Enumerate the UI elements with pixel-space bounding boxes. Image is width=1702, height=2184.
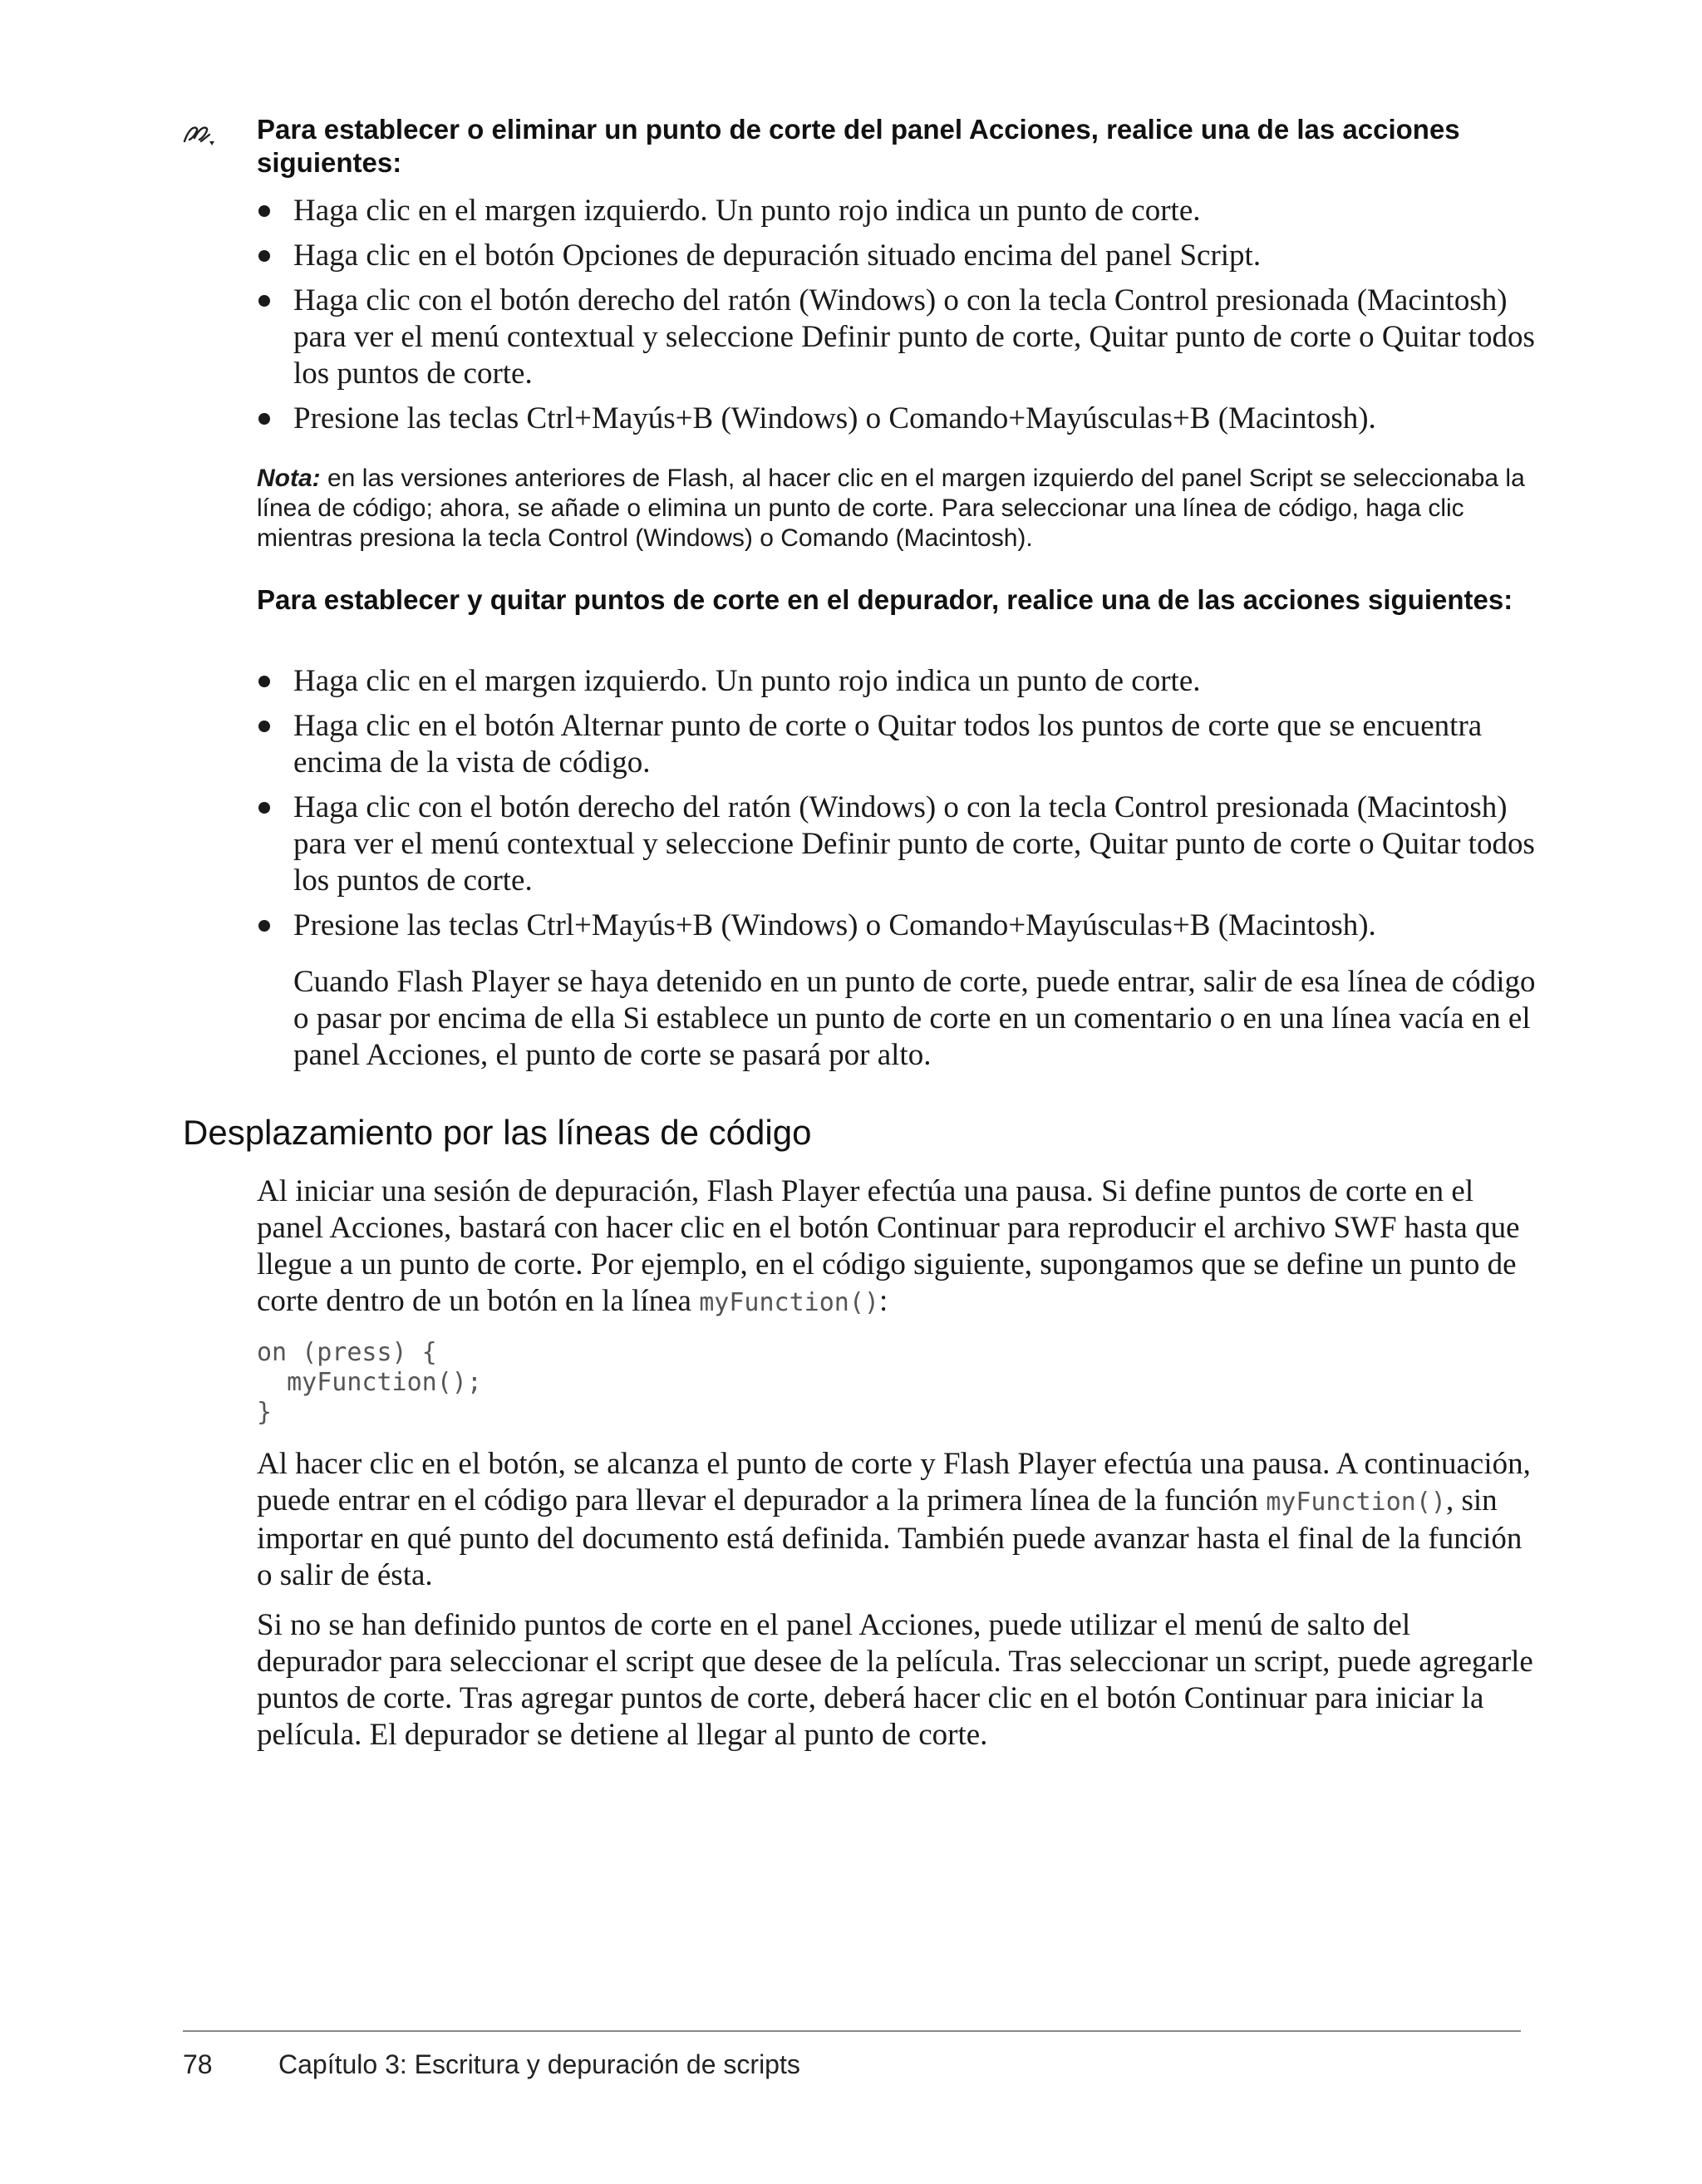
list-item: Presione las teclas Ctrl+Mayús+B (Windows) o Comando+Mayúsculas+B (Macintosh). [257, 908, 1537, 944]
list-item: Haga clic en el botón Alternar punto de corte o Quitar todos los puntos de corte que se encuentra encima de la vista de código. [257, 708, 1537, 781]
note-label: Nota: [257, 465, 321, 492]
code-line: } [257, 1398, 273, 1427]
inline-code: myFunction() [699, 1288, 879, 1317]
list-item: Haga clic con el botón derecho del ratón (Windows) o con la tecla Control presionada (Macintosh) para ver el menú contextual y seleccione Definir punto de corte, Quitar punto de corte o Quitar todos los puntos de corte. [257, 789, 1537, 899]
note-text: en las versiones anteriores de Flash, al hacer clic en el margen izquierdo del panel Script se seleccionaba la línea de código; ahora, se añade o elimina un punto de corte. Para seleccionar una línea de código, haga clic mientras presiona la tecla Control (Windows) o Comando (Macintosh). [257, 465, 1525, 552]
section-heading: Desplazamiento por las líneas de código [183, 1113, 812, 1152]
page-number: 78 [183, 2049, 213, 2079]
list-item: Presione las teclas Ctrl+Mayús+B (Windows) o Comando+Mayúsculas+B (Macintosh). [257, 401, 1537, 437]
body-paragraph: Si no se han definido puntos de corte en el panel Acciones, puede utilizar el menú de salto del depurador para seleccionar el script que desee de la película. Tras seleccionar un script, puede agregarle puntos de corte. Tras agregar puntos de corte, deberá hacer clic en el botón Continuar para iniciar la película. El depurador se detiene al llegar al punto de corte. [257, 1608, 1533, 1752]
list-item: Haga clic con el botón derecho del ratón (Windows) o con la tecla Control presionada (Macintosh) para ver el menú contextual y seleccione Definir punto de corte, Quitar punto de corte o Quitar todos los puntos de corte. [257, 283, 1537, 392]
list-item: Haga clic en el margen izquierdo. Un punto rojo indica un punto de corte. [257, 193, 1537, 229]
body-paragraph: Al hacer clic en el botón, se alcanza el punto de corte y Flash Player efectúa una pausa. A continuación, puede entrar en el código para llevar el depurador a la primera línea de la función myFunction(), sin importar en qué punto del documento está definida. También puede avanzar hasta el final de la función o salir de ésta. [257, 1447, 1531, 1592]
chapter-title: Capítulo 3: Escritura y depuración de scripts [278, 2049, 800, 2079]
code-line: on (press) { [257, 1338, 437, 1367]
bullet-icon [258, 205, 270, 217]
bullet-icon [258, 802, 270, 814]
procedure-heading: Para establecer o eliminar un punto de corte del panel Acciones, realice una de las acciones siguientes: [257, 114, 1460, 178]
bullet-icon [258, 250, 270, 262]
procedure-followup-paragraph: Cuando Flash Player se haya detenido en un punto de corte, puede entrar, salir de esa línea de código o pasar por encima de ella Si establece un punto de corte en un comentario o en una línea vacía en el panel Acciones, el punto de corte se pasará por alto. [293, 965, 1536, 1072]
bullet-list [257, 193, 1537, 445]
list-item: Haga clic en el margen izquierdo. Un punto rojo indica un punto de corte. [257, 663, 1537, 700]
inline-code: myFunction() [1266, 1488, 1446, 1517]
body-paragraph: Al iniciar una sesión de depuración, Flash Player efectúa una pausa. Si define puntos de corte en el panel Acciones, bastará con hacer clic en el botón Continuar para reproducir el archivo SWF hasta que llegue a un punto de corte. Por ejemplo, en el código siguiente, supongamos que se define un punto de corte dentro de un botón en la línea myFunction(): [257, 1174, 1520, 1318]
code-line: myFunction(); [257, 1368, 482, 1397]
bullet-icon [258, 676, 270, 687]
bullet-icon [258, 920, 270, 932]
footer-divider [183, 2030, 1521, 2032]
bullet-list [257, 663, 1537, 952]
procedure-heading: Para establecer y quitar puntos de corte en el depurador, realice una de las acciones siguientes: [257, 584, 1513, 615]
note [257, 464, 1537, 553]
bullet-icon [258, 413, 270, 425]
bullet-icon [258, 295, 270, 307]
bullet-icon [258, 721, 270, 732]
code-block [257, 1338, 482, 1428]
procedure-pencil-icon [181, 116, 218, 153]
list-item: Haga clic en el botón Opciones de depuración situado encima del panel Script. [257, 238, 1537, 274]
